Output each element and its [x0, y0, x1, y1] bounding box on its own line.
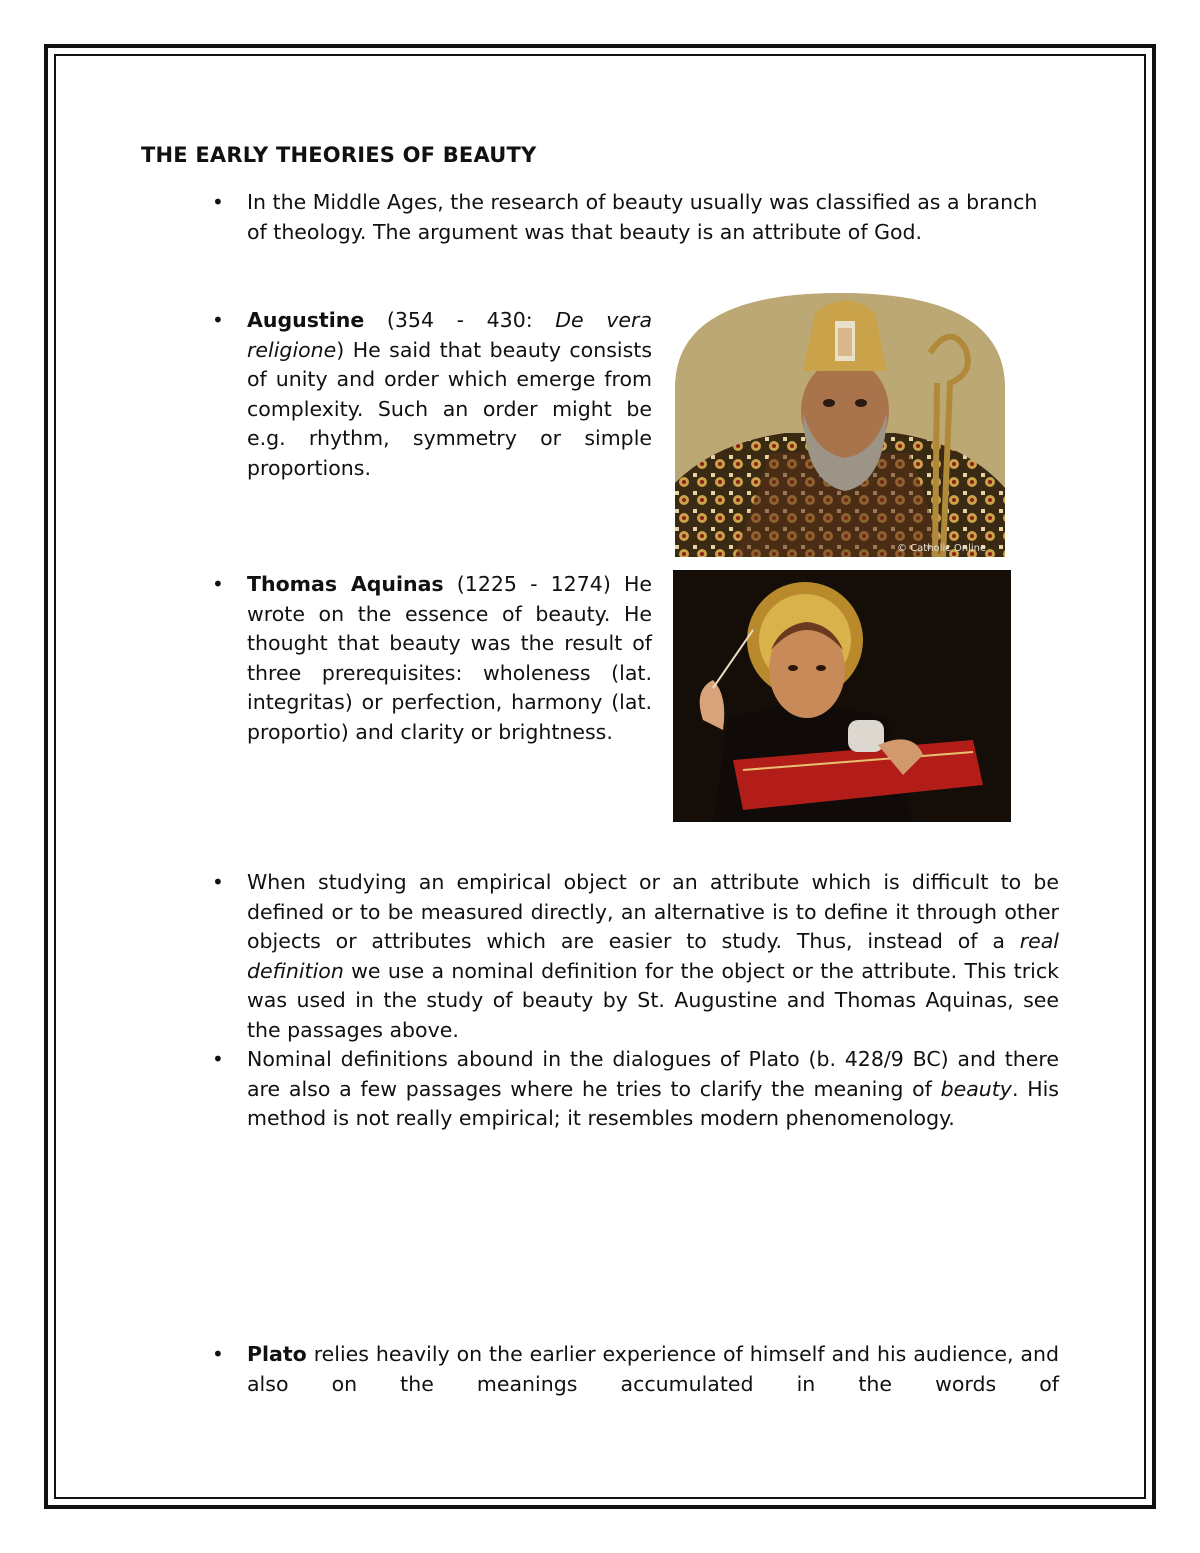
- augustine-work-title: De vera religione: [247, 308, 653, 362]
- empirical-paragraph: When studying an empirical object or an attribute which is difficult to be defined or to be measured directly, an alternative is to define it through other objects or attributes which are easier to study. Thus, instead of a real definition we use a nominal definition for the object or the attribute. This trick was used in the study of beauty by St. Augustine and Thomas Aquinas, see the passages above.: [247, 870, 1059, 1042]
- bullet-icon: •: [212, 308, 224, 332]
- aquinas-paragraph: Thomas Aquinas (1225 - 1274) He wrote on the essence of beauty. He thought that beauty was the result of three prerequisites: wholeness (lat. integritas) or perfection, harmony (lat. proportio) and clarity or brightness.: [247, 572, 652, 744]
- augustine-portrait: [675, 293, 1005, 557]
- augustine-paragraph: Augustine (354 - 430: De vera religione) He said that beauty consists of unity and order which emerge from complexity. Such an order might be e.g. rhythm, symmetry or simple proportions.: [247, 308, 653, 480]
- aquinas-portrait: [673, 570, 1011, 822]
- page-title: THE EARLY THEORIES OF BEAUTY: [141, 143, 537, 167]
- aquinas-name: Thomas Aquinas: [247, 572, 444, 596]
- bullet-icon: •: [212, 1342, 224, 1366]
- bullet-icon: •: [212, 870, 224, 894]
- beauty-term: beauty: [940, 1076, 1012, 1101]
- nominal-paragraph: Nominal definitions abound in the dialogues of Plato (b. 428/9 BC) and there are also a few passages where he tries to clarify the meaning of beauty. His method is not really empirical; it resembles modern phenomenology.: [247, 1047, 1059, 1130]
- augustine-image-credit: © Catholic Online: [897, 543, 987, 554]
- augustine-name: Augustine: [247, 308, 365, 332]
- plato-name: Plato: [247, 1342, 307, 1366]
- bullet-icon: •: [212, 1047, 224, 1071]
- plato-paragraph: Plato relies heavily on the earlier experience of himself and his audience, and also on the meanings accumulated in the words of: [247, 1342, 1059, 1396]
- aquinas-portrait-image: [673, 570, 1011, 822]
- bullet-icon: •: [212, 572, 224, 596]
- intro-paragraph: In the Middle Ages, the research of beauty usually was classified as a branch of theology. The argument was that beauty is an attribute of God.: [247, 190, 1038, 244]
- bullet-icon: •: [212, 190, 224, 214]
- real-definition-term: real definition: [247, 929, 1059, 983]
- augustine-portrait-image: [675, 293, 1005, 557]
